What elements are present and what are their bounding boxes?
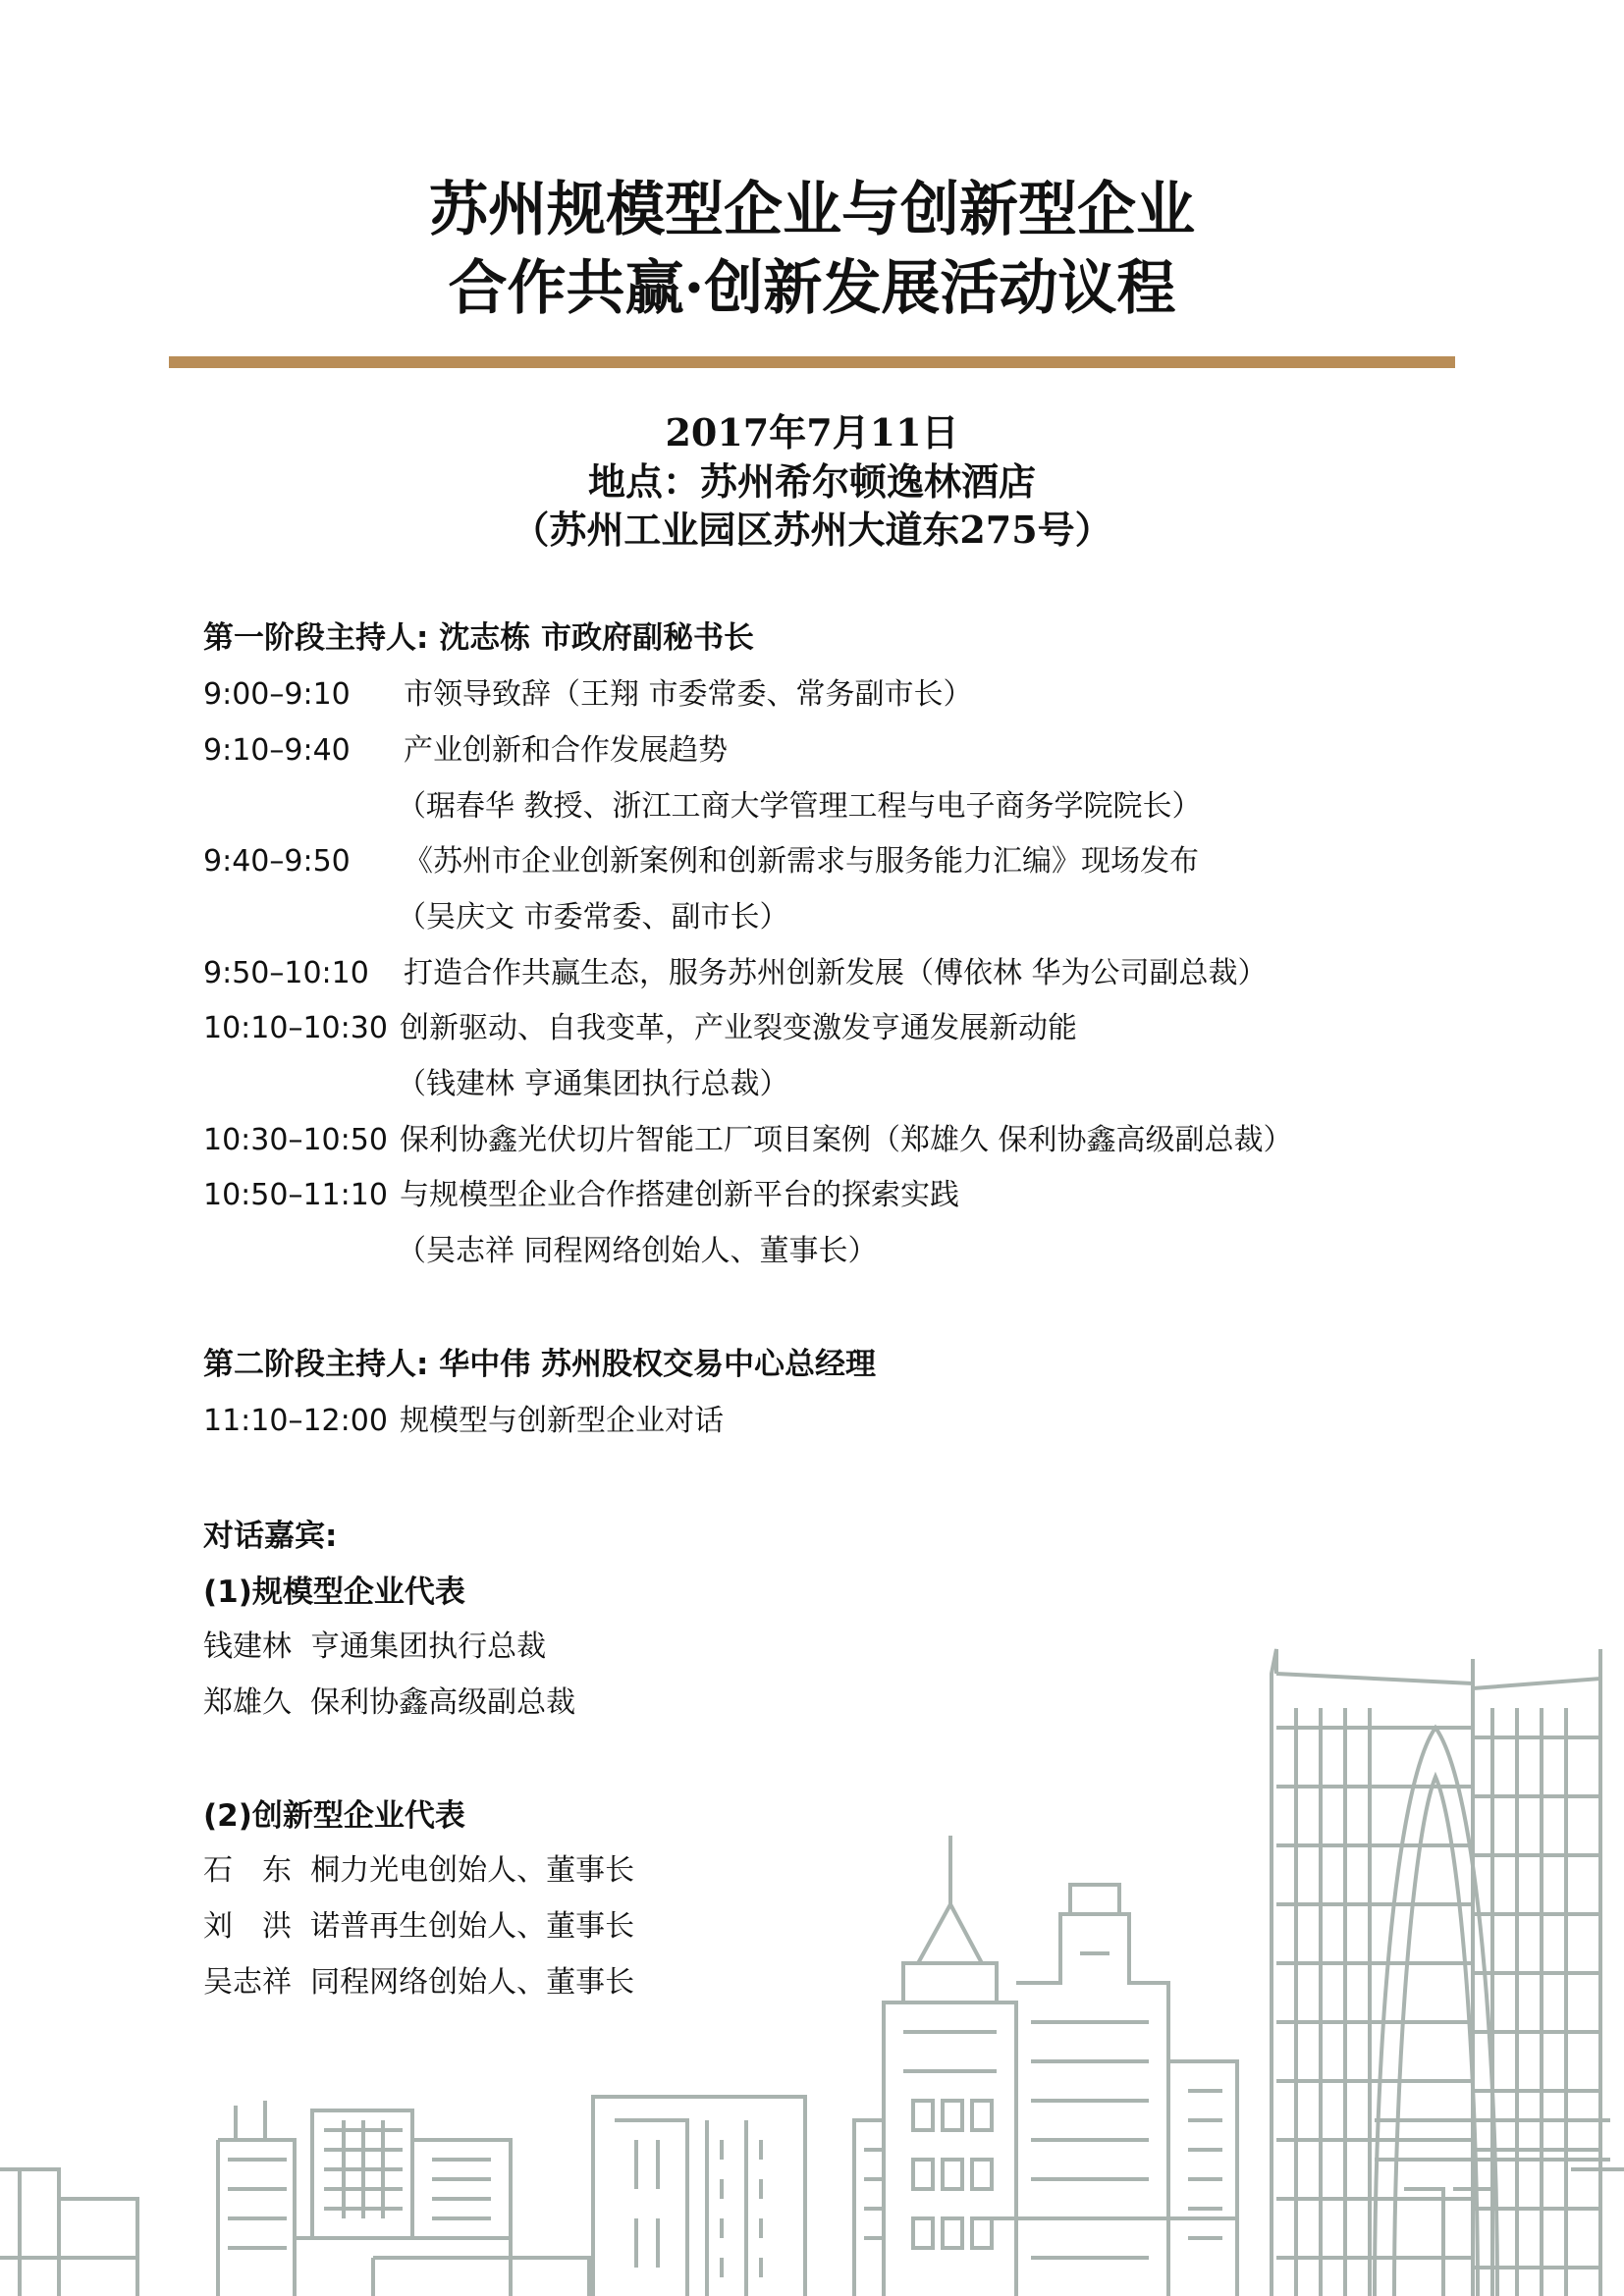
agenda-time: 11:10–12:00 bbox=[203, 1404, 388, 1438]
agenda-time: 9:40–9:50 bbox=[203, 844, 351, 879]
guest-item bbox=[203, 1907, 634, 1947]
guest-name: 刘 洪 bbox=[203, 1909, 292, 1944]
guest-name: 石 东 bbox=[203, 1853, 292, 1888]
agenda-topic: 与规模型企业合作搭建创新平台的探索实践 bbox=[400, 1178, 959, 1212]
agenda-time: 9:10–9:40 bbox=[203, 733, 351, 768]
agenda-time: 10:30–10:50 bbox=[203, 1123, 388, 1157]
agenda-topic: 产业创新和合作发展趋势 bbox=[404, 733, 728, 768]
agenda-topic: 《苏州市企业创新案例和创新需求与服务能力汇编》现场发布 bbox=[404, 844, 1199, 879]
guest-group-1-label: (1)规模型企业代表 bbox=[203, 1575, 465, 1610]
guest-name: 钱建林 bbox=[203, 1629, 292, 1664]
guest-name: 吴志祥 bbox=[203, 1965, 292, 2000]
event-venue: 地点：苏州希尔顿逸林酒店 bbox=[587, 459, 1036, 504]
agenda-speaker: （琚春华 教授、浙江工商大学管理工程与电子商务学院院长） bbox=[397, 789, 1202, 824]
guest-item bbox=[203, 1628, 546, 1667]
agenda-speaker: （吴庆文 市委常委、副市长） bbox=[397, 900, 789, 934]
page-title-line-2: 合作共赢·创新发展活动议程 bbox=[448, 254, 1176, 323]
event-address: （苏州工业园区苏州大道东275号） bbox=[512, 507, 1112, 552]
agenda-time: 10:10–10:30 bbox=[203, 1011, 388, 1045]
title-divider-rule bbox=[169, 356, 1455, 368]
agenda-time: 9:00–9:10 bbox=[203, 677, 351, 712]
session-1-host: 第一阶段主持人: 沈志栋 市政府副秘书长 bbox=[203, 620, 754, 656]
guest-item bbox=[203, 1683, 575, 1723]
guest-role: 同程网络创始人、董事长 bbox=[310, 1965, 635, 2000]
page-title-line-1: 苏州规模型企业与创新型企业 bbox=[429, 176, 1195, 244]
guest-group-2-label: (2)创新型企业代表 bbox=[203, 1798, 465, 1834]
agenda-topic: 市领导致辞（王翔 市委常委、常务副市长） bbox=[404, 677, 973, 712]
session-2-host: 第二阶段主持人: 华中伟 苏州股权交易中心总经理 bbox=[203, 1347, 876, 1382]
agenda-time: 9:50–10:10 bbox=[203, 956, 369, 990]
guest-role: 保利协鑫高级副总裁 bbox=[310, 1685, 576, 1720]
agenda-topic: 打造合作共赢生态，服务苏州创新发展（傅依林 华为公司副总裁） bbox=[404, 956, 1268, 990]
guest-role: 诺普再生创始人、董事长 bbox=[310, 1909, 635, 1944]
guest-role: 桐力光电创始人、董事长 bbox=[310, 1853, 635, 1888]
guest-name: 郑雄久 bbox=[203, 1685, 292, 1720]
guest-item bbox=[203, 1963, 634, 2002]
agenda-speaker: （钱建林 亨通集团执行总裁） bbox=[397, 1067, 789, 1101]
guest-role: 亨通集团执行总裁 bbox=[310, 1629, 547, 1664]
agenda-topic: 创新驱动、自我变革，产业裂变激发亨通发展新动能 bbox=[400, 1011, 1077, 1045]
guest-item bbox=[203, 1851, 634, 1891]
agenda-speaker: （吴志祥 同程网络创始人、董事长） bbox=[397, 1234, 878, 1268]
event-date: 2017年7月11日 bbox=[665, 410, 959, 454]
agenda-topic: 保利协鑫光伏切片智能工厂项目案例（郑雄久 保利协鑫高级副总裁） bbox=[400, 1123, 1293, 1157]
guests-heading: 对话嘉宾: bbox=[203, 1519, 338, 1554]
agenda-topic: 规模型与创新型企业对话 bbox=[400, 1404, 724, 1438]
agenda-time: 10:50–11:10 bbox=[203, 1178, 388, 1212]
